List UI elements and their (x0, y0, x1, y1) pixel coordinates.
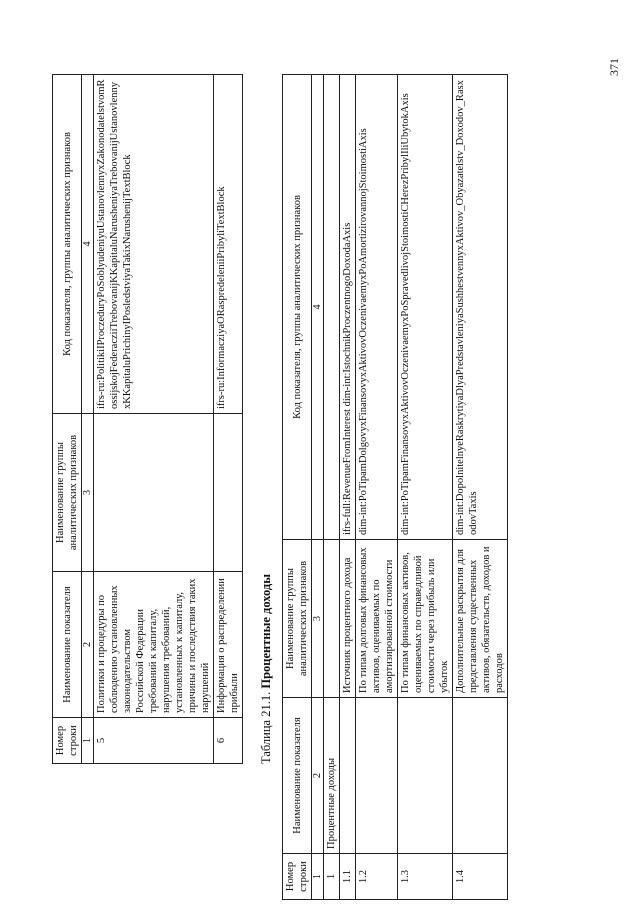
group-name: Дополнительные раскрытия для представления существенных активов, обязательств, доходов и расходов (453, 540, 508, 698)
row-number: 5 (94, 718, 214, 764)
indicator-code: ifrs-full:RevenueFromInterest dim-int:IstochnikProczentnogoDoxodaAxis (340, 75, 356, 540)
header-code: Код показателя, группы аналитических признаков (53, 75, 82, 414)
column-number: 4 (312, 75, 324, 540)
table-row (453, 75, 508, 900)
page-number: 371 (607, 58, 621, 76)
column-number: 2 (312, 698, 324, 854)
table-row (340, 75, 356, 900)
group-name (94, 414, 214, 572)
table-interest-income (282, 74, 578, 900)
header-row-number: Номер строки (283, 854, 312, 900)
row-number: 1 (324, 854, 340, 900)
column-number: 1 (82, 718, 94, 764)
row-number: 1.2 (356, 854, 398, 900)
indicator-name: Процентные доходы (324, 698, 340, 854)
header-row-number: Номер строки (53, 718, 82, 764)
group-name: По типам долговых финансовых активов, оцениваемых по амортизированной стоимости (356, 540, 398, 698)
indicator-name (356, 698, 398, 854)
table-row (356, 75, 398, 900)
group-name (214, 414, 243, 572)
indicator-code: ifrs-ru:PolitikiIProczeduryPoSoblyudeniyuUstanovlennyxZakonodatelstvomRossijskojFederacziiTrebovanijKKapitaluNarusheniyaTrebovanijUstanovlennyxKKapitaluPrichinyIPosledstviyaTakixNarushenijTextBlock (94, 75, 214, 414)
indicator-name (453, 698, 508, 854)
caption-title: Процентные доходы (259, 573, 273, 689)
row-number: 6 (214, 718, 243, 764)
group-name: Источник процентного дохода (340, 540, 356, 698)
column-number: 4 (82, 75, 94, 414)
header-indicator-name: Наименование показателя (283, 698, 312, 854)
table-row (214, 75, 243, 764)
indicator-code: dim-int:DopolnitelnyeRaskrytiyaDlyaPredstavleniyaSushhestvennyxAktivov_Obyazatelstv_Doxodov_RasxodovTaxis (453, 75, 508, 540)
column-number: 3 (312, 540, 324, 698)
group-name: По типам финансовых активов, оцениваемых по справедливой стоимости через прибыль или убыток (398, 540, 453, 698)
indicator-code (324, 75, 340, 540)
table-continued (52, 74, 244, 764)
row-number: 1.1 (340, 854, 356, 900)
indicator-name: Политики и процедуры по соблюдению установленных законодательством Российской Федерации требований к капиталу, нарушения требований, установленных к капиталу, причины и последствия таких нарушений (94, 572, 214, 718)
header-code: Код показателя, группы аналитических признаков (283, 75, 312, 540)
indicator-name (340, 698, 356, 854)
table-row (398, 75, 453, 900)
group-name (324, 540, 340, 698)
table-row (324, 75, 340, 900)
header-group-name: Наименование группы аналитических признаков (53, 414, 82, 572)
indicator-name (398, 698, 453, 854)
indicator-code: ifrs-ru:InformacziyaORaspredeleniiPribyliTextBlock (214, 75, 243, 414)
caption-prefix: Таблица 21.1. (259, 691, 273, 764)
indicator-code: dim-int:PoTipamDolgovyxFinansovyxAktivovOczenivaemyxPoAmortizirovannojStoimostiAxis (356, 75, 398, 540)
column-number: 1 (312, 854, 324, 900)
column-number: 3 (82, 414, 94, 572)
header-indicator-name: Наименование показателя (53, 572, 82, 718)
row-number: 1.3 (398, 854, 453, 900)
table-caption (254, 74, 280, 764)
indicator-code: dim-int:PoTipamFinansovyxAktivovOczenivaemyxPoSpravedlivojStoimostiCHerezPribylIliUbytokAxis (398, 75, 453, 540)
table-row (94, 75, 214, 764)
header-group-name: Наименование группы аналитических признаков (283, 540, 312, 698)
row-number: 1.4 (453, 854, 508, 900)
column-number: 2 (82, 572, 94, 718)
indicator-name: Информация о распределении прибыли (214, 572, 243, 718)
